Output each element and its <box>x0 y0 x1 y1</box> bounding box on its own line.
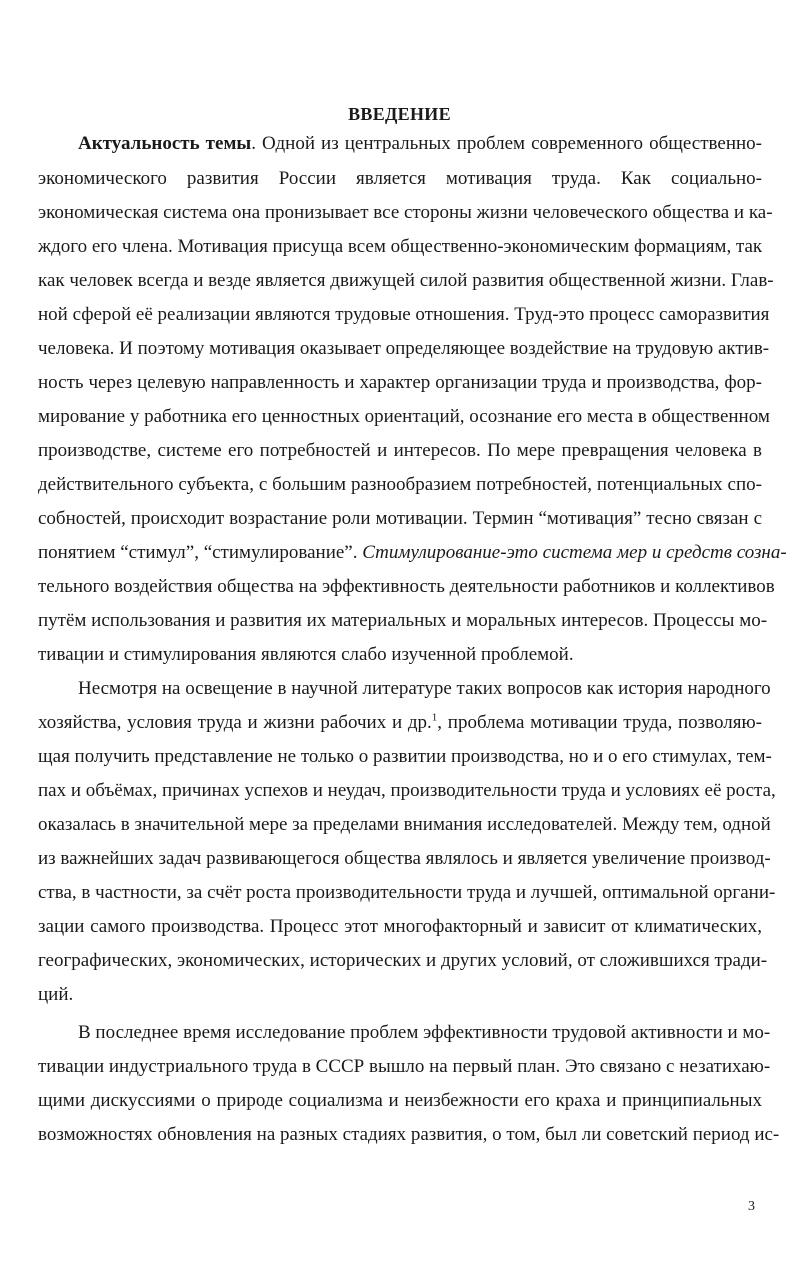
p2-line-7: ства, в частности, за счёт роста производительности труда и лучшей, оптимальной органи- <box>38 882 776 903</box>
p1-line-7: человека. И поэтому мотивация оказывает определяющее воздействие на трудовую актив- <box>38 338 770 359</box>
p3-line-2: тивации индустриального труда в СССР вышло на первый план. Это связано с незатихаю- <box>38 1056 771 1077</box>
p1-line-12: собностей, происходит возрастание роли мотивации. Термин “мотивация” тесно связан с <box>38 508 762 529</box>
p2-line-8: зации самого производства. Процесс этот многофакторный и зависит от климатических, <box>38 916 762 937</box>
section-heading: Актуальность темы <box>78 133 252 154</box>
p2-line-3: щая получить представление не только о развитии производства, но и о его стимулах, тем- <box>38 746 772 767</box>
p2-line-2 <box>38 711 762 735</box>
p1-line-9: мирование у работника его ценностных ориентаций, осознание его места в общественном <box>38 406 770 427</box>
p1-line-3: экономическая система она пронизывает все стороны жизни человеческого общества и ка- <box>38 202 773 223</box>
p1-line-6: ной сферой её реализации являются трудовые отношения. Труд-это процесс саморазвития <box>38 304 770 325</box>
page-number: 3 <box>748 1199 755 1214</box>
p1-line-8: ность через целевую направленность и характер организации труда и производства, фор- <box>38 372 762 393</box>
p2-line-2-text-cont: , проблема мотивации труда, позволяю- <box>437 712 762 733</box>
p1-line-2: экономического развития России является мотивация труда. Как социально- <box>38 168 762 189</box>
p2-line-9: географических, экономических, исторических и других условий, от сложившихся тради- <box>38 950 768 971</box>
p2-line-1: Несмотря на освещение в научной литературе таких вопросов как история народного <box>78 678 771 699</box>
p1-line-13-text: понятием “стимул”, “стимулирование”. <box>38 542 363 563</box>
p2-line-6: из важнейших задач развивающегося общества являлось и является увеличение производ- <box>38 848 771 869</box>
p2-line-2-text: хозяйства, условия труда и жизни рабочих и др. <box>38 712 432 733</box>
p2-line-4: пах и объёмах, причинах успехов и неудач, производительности труда и условиях её роста, <box>38 780 776 801</box>
footnote-marker[interactable]: 1 <box>431 711 438 724</box>
p3-line-4: возможностях обновления на разных стадиях развития, о том, был ли советский период ис- <box>38 1124 780 1145</box>
definition-italic: Стимулирование-это система мер и средств созна- <box>362 542 787 563</box>
p3-line-1: В последнее время исследование проблем эффективности трудовой активности и мо- <box>78 1022 771 1043</box>
p1-line-1-text: . Одной из центральных проблем современного общественно- <box>251 133 762 154</box>
p1-line-10: производстве, системе его потребностей и интересов. По мере превращения человека в <box>38 440 762 461</box>
p1-line-1 <box>78 132 762 156</box>
page-title: ВВЕДЕНИЕ <box>348 104 451 124</box>
p1-line-4: ждого его члена. Мотивация присуща всем общественно-экономическим формациям, так <box>38 236 763 257</box>
p1-line-14: тельного воздействия общества на эффективность деятельности работников и коллективов <box>38 576 775 597</box>
p1-line-5: как человек всегда и везде является движущей силой развития общественной жизни. Глав- <box>38 270 774 291</box>
p1-line-15: путём использования и развития их материальных и моральных интересов. Процессы мо- <box>38 610 768 631</box>
p2-line-10: ций. <box>38 984 74 1005</box>
p2-line-5: оказалась в значительной мере за пределами внимания исследователей. Между тем, одной <box>38 814 771 835</box>
p1-line-16: тивации и стимулирования являются слабо изученной проблемой. <box>38 644 574 665</box>
p3-line-3: щими дискуссиями о природе социализма и неизбежности его краха и принципиальных <box>38 1090 762 1111</box>
p1-line-13 <box>38 541 787 565</box>
p1-line-11: действительного субъекта, с большим разнообразием потребностей, потенциальных спо- <box>38 474 762 495</box>
